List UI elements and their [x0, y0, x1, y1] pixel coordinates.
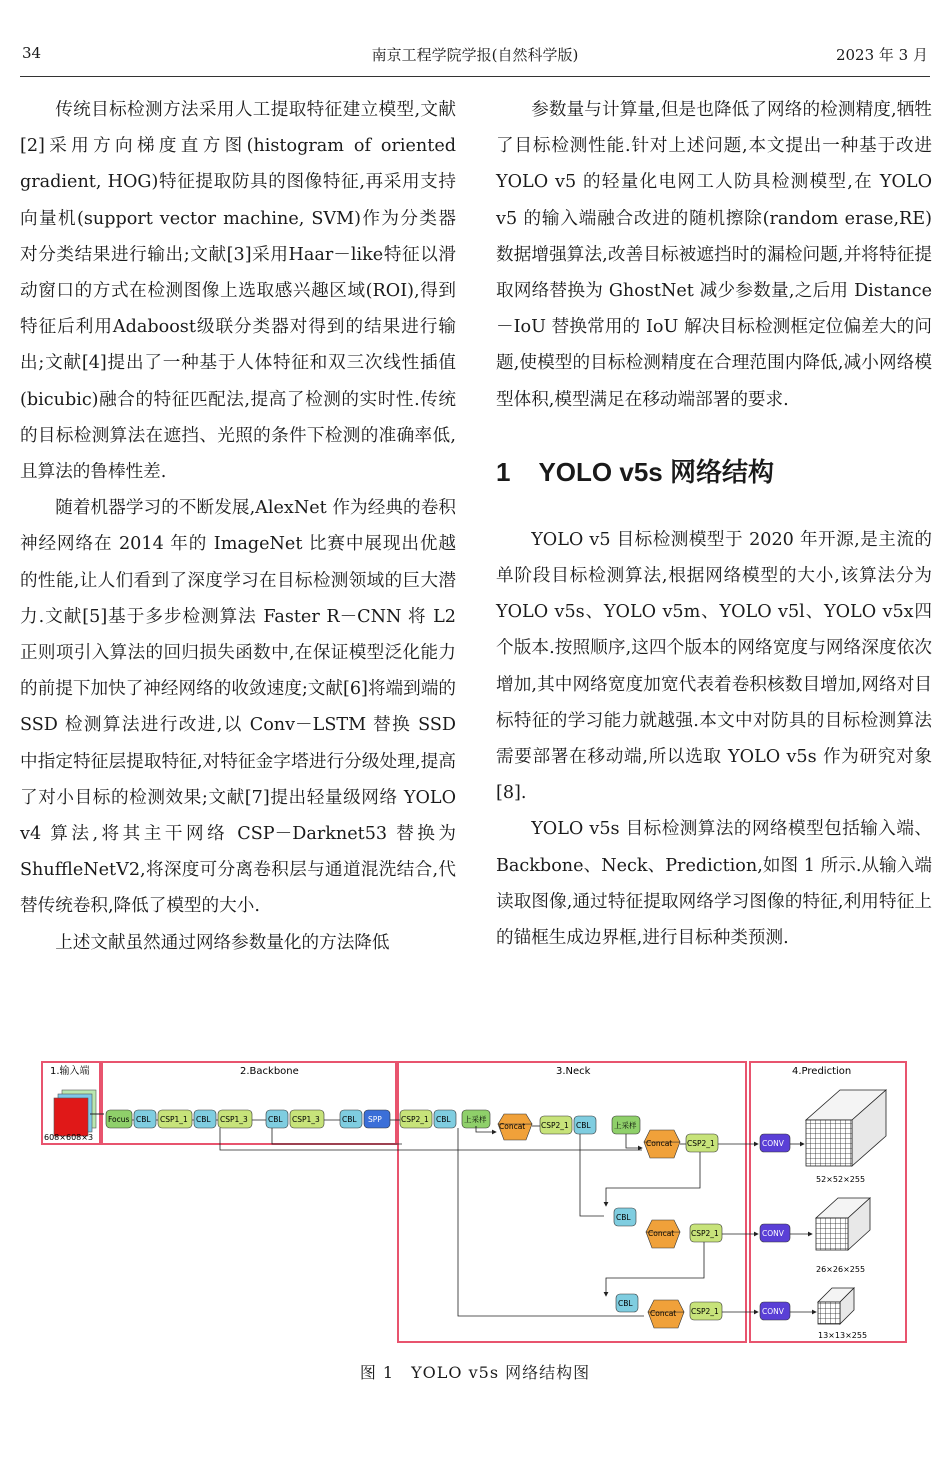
conv-label: CONV: [762, 1229, 784, 1238]
upsample-label: 上采样: [464, 1115, 487, 1124]
header-rule: [20, 76, 930, 77]
figure-caption: 图 1 YOLO v5s 网络结构图: [359, 1363, 591, 1382]
paragraph: 上述文献虽然通过网络参数量化的方法降低: [55, 932, 390, 953]
csp1-3-label: CSP1_3: [292, 1115, 320, 1124]
cbl-label: CBL: [268, 1115, 283, 1124]
csp2-1-label: CSP2_1: [541, 1121, 569, 1130]
output-cube-small: [818, 1288, 854, 1324]
cbl-label: CBL: [436, 1115, 451, 1124]
csp2-1-label: CSP2_1: [691, 1307, 719, 1316]
concat-label: Concat: [648, 1229, 675, 1238]
label-prediction: 4.Prediction: [792, 1066, 852, 1077]
output-cube-medium: [816, 1198, 870, 1250]
conv-label: CONV: [762, 1139, 784, 1148]
output-size: 52×52×255: [816, 1175, 866, 1184]
concat-label: Concat: [650, 1309, 677, 1318]
label-backbone: 2.Backbone: [240, 1066, 299, 1077]
conv-label: CONV: [762, 1307, 784, 1316]
right-column: [496, 92, 932, 956]
csp2-1-label: CSP2_1: [691, 1229, 719, 1238]
cbl-label: CBL: [342, 1115, 357, 1124]
concat-label: Concat: [499, 1122, 526, 1131]
neck-frame: [398, 1062, 746, 1342]
spp-label: SPP: [368, 1115, 382, 1124]
input-size: 608×608×3: [44, 1133, 94, 1142]
paragraph: YOLO v5s 目标检测算法的网络模型包括输入端、Backbone、Neck、Prediction,如图 1 所示.从输入端读取图像,通过特征提取网络学习图像的特征,利用特征上的锚框生成边界框,进行目标种类预测.: [496, 819, 932, 949]
output-cube-large: [806, 1090, 886, 1166]
output-size: 26×26×255: [816, 1265, 866, 1274]
left-column: [20, 92, 456, 961]
cbl-label: CBL: [136, 1115, 151, 1124]
csp1-1-label: CSP1_1: [160, 1115, 188, 1124]
csp2-1-label: CSP2_1: [687, 1139, 715, 1148]
section-title: YOLO v5s 网络结构: [538, 456, 774, 487]
paragraph: 随着机器学习的不断发展,AlexNet 作为经典的卷积神经网络在 2014 年的 ImageNet 比赛中展现出优越的性能,让人们看到了深度学习在目标检测领域的巨大潜力.文献[5]基于多步检测算法 Faster R－CNN 将 L2 正则项引入算法的回归损失函数中,在保证模型泛化能力的前提下加快了神经网络的收敛速度;文献[6]将端到端的 SSD 检测算法进行改进,以 Conv－LSTM 替换 SSD 中指定特征层提取特征,对特征金字塔进行分级处理,提高了对小目标的检测效果;文献[7]提出轻量级网络 YOLO v4 算法,将其主干网络 CSP－Darknet53 替换为 ShuffleNetV2,将深度可分离卷积层与通道混洗结合,代替传统卷积,降低了模型的大小.: [20, 498, 456, 917]
network-diagram: [40, 1058, 910, 1348]
csp2-1-label: CSP2_1: [401, 1115, 429, 1124]
page-number: 34: [22, 44, 42, 62]
csp1-3-label: CSP1_3: [220, 1115, 248, 1124]
section-number: 1: [496, 456, 511, 487]
input-image: [54, 1098, 88, 1136]
issue-date: 2023 年 3 月: [835, 46, 928, 64]
paragraph: YOLO v5 目标检测模型于 2020 年开源,是主流的单阶段目标检测算法,根据网络模型的大小,该算法分为 YOLO v5s、YOLO v5m、YOLO v5l、YOLO v5x四个版本.按照顺序,这四个版本的网络宽度与网络深度依次增加,其中网络宽度加宽代表着卷积核数目增加,网络对目标特征的学习能力就越强.本文中对防具的目标检测算法需要部署在移动端,所以选取 YOLO v5s 作为研究对象[8].: [496, 529, 932, 804]
cbl-label: CBL: [616, 1213, 631, 1222]
paragraph: 参数量与计算量,但是也降低了网络的检测精度,牺牲了目标检测性能.针对上述问题,本文提出一种基于改进 YOLO v5 的轻量化电网工人防具检测模型,在 YOLO v5 的输入端融合改进的随机擦除(random erase,RE)数据增强算法,改善目标被遮挡时的漏检问题,并将特征提取网络替换为 GhostNet 减少参数量,之后用 Distance－IoU 替换常用的 IoU 解决目标检测框定位偏差大的问题,使模型的目标检测精度在合理范围内降低,减小网络模型体积,模型满足在移动端部署的要求.: [496, 100, 932, 410]
concat-label: Concat: [646, 1139, 673, 1148]
upsample-label: 上采样: [614, 1121, 637, 1130]
paragraph: 传统目标检测方法采用人工提取特征建立模型,文献[2]采用方向梯度直方图(histogram of oriented gradient, HOG)特征提取防具的图像特征,再采用支持向量机(support vector machine, SVM)作为分类器对分类结果进行输出;文献[3]采用Haar－like特征以滑动窗口的方式在检测图像上选取感兴趣区域(ROI),得到特征后利用Adaboost级联分类器对得到的结果进行输出;文献[4]提出了一种基于人体特征和双三次线性插值(bicubic)融合的特征匹配法,提高了检测的实时性.传统的目标检测算法在遮挡、光照的条件下检测的准确率低,且算法的鲁棒性差.: [20, 100, 456, 483]
focus-label: Focus: [108, 1115, 130, 1124]
label-input: 1.输入端: [50, 1066, 90, 1077]
output-size: 13×13×255: [818, 1331, 868, 1340]
journal-title: 南京工程学院学报(自然科学版): [371, 46, 579, 64]
section-heading: [496, 452, 932, 492]
cbl-label: CBL: [576, 1121, 591, 1130]
cbl-label: CBL: [196, 1115, 211, 1124]
label-neck: 3.Neck: [556, 1066, 591, 1077]
cbl-label: CBL: [618, 1299, 633, 1308]
